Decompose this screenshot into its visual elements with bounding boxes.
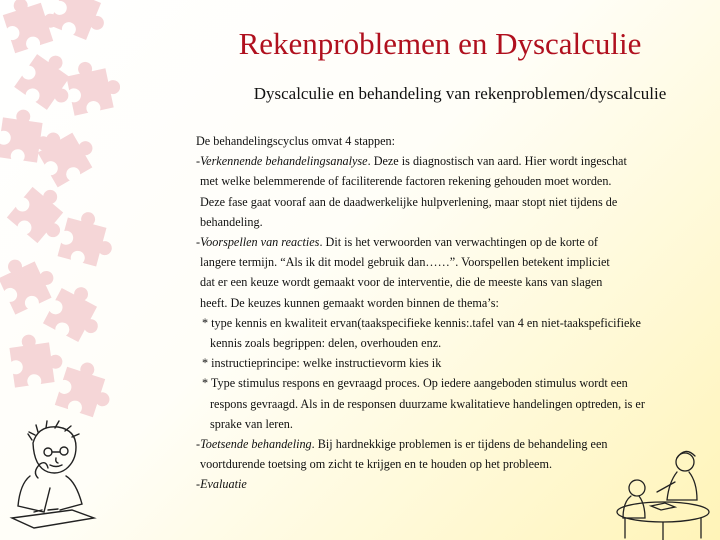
step-4-heading: -Evaluatie bbox=[196, 477, 247, 492]
step-2-line: dat er een keuze wordt gemaakt voor de interventie, die de meeste kans van slagen bbox=[200, 275, 603, 290]
thinking-student-clipart bbox=[8, 418, 98, 536]
step-2-bullet: * instructieprincipe: welke instructievorm kies ik bbox=[202, 356, 442, 371]
step-3-heading: -Toetsende behandeling. Bij hardnekkige problemen is er tijdens de behandeling een bbox=[196, 437, 608, 452]
step-1-line: Deze fase gaat vooraf aan de daadwerkelijke hulpverlening, maar stopt niet tijdens de bbox=[200, 194, 618, 209]
step-2-bullet: * type kennis en kwaliteit ervan(taakspecifieke kennis:.tafel van 4 en niet-taakspeficifieke bbox=[202, 315, 641, 330]
step-1-term: Verkennende behandelingsanalyse bbox=[200, 154, 368, 169]
step-1-line: behandeling. bbox=[200, 214, 263, 229]
step-1-heading: -Verkennende behandelingsanalyse. Deze is diagnostisch van aard. Hier wordt ingeschat bbox=[196, 154, 627, 169]
step-3-term: Toetsende behandeling bbox=[200, 437, 312, 452]
step-2-line: heeft. De keuzes kunnen gemaakt worden binnen de thema’s: bbox=[200, 295, 499, 310]
step-2-line: langere termijn. “Als ik dit model gebruik dan……”. Voorspellen betekent impliciet bbox=[200, 255, 610, 270]
slide-title: Rekenproblemen en Dyscalculie bbox=[238, 26, 642, 61]
step-2-bullet: * Type stimulus respons en gevraagd proces. Op iedere aangeboden stimulus wordt een bbox=[202, 376, 628, 391]
step-3-line: voortdurende toetsing om zicht te krijgen en te houden op het probleem. bbox=[200, 457, 552, 472]
step-2-bullet-cont: respons gevraagd. Als in de responsen duurzame kwalitatieve handelingen optreden, is er bbox=[210, 396, 645, 411]
step-2-heading: -Voorspellen van reacties. Dit is het verwoorden van verwachtingen op de korte of bbox=[196, 235, 598, 250]
step-4-term: Evaluatie bbox=[200, 477, 247, 492]
slide-subtitle: Dyscalculie en behandeling van rekenproblemen/dyscalculie bbox=[253, 84, 667, 103]
step-2-term: Voorspellen van reacties bbox=[200, 235, 320, 250]
intro-line: De behandelingscyclus omvat 4 stappen: bbox=[196, 134, 396, 148]
step-2-bullet-cont: kennis zoals begrippen: delen, overhouden enz. bbox=[210, 336, 442, 351]
teacher-pupil-clipart bbox=[605, 440, 720, 540]
step-2-bullet-cont: sprake van leren. bbox=[210, 416, 293, 431]
step-1-line: met welke belemmerende of faciliterende factoren rekening gehouden moet worden. bbox=[200, 174, 612, 189]
